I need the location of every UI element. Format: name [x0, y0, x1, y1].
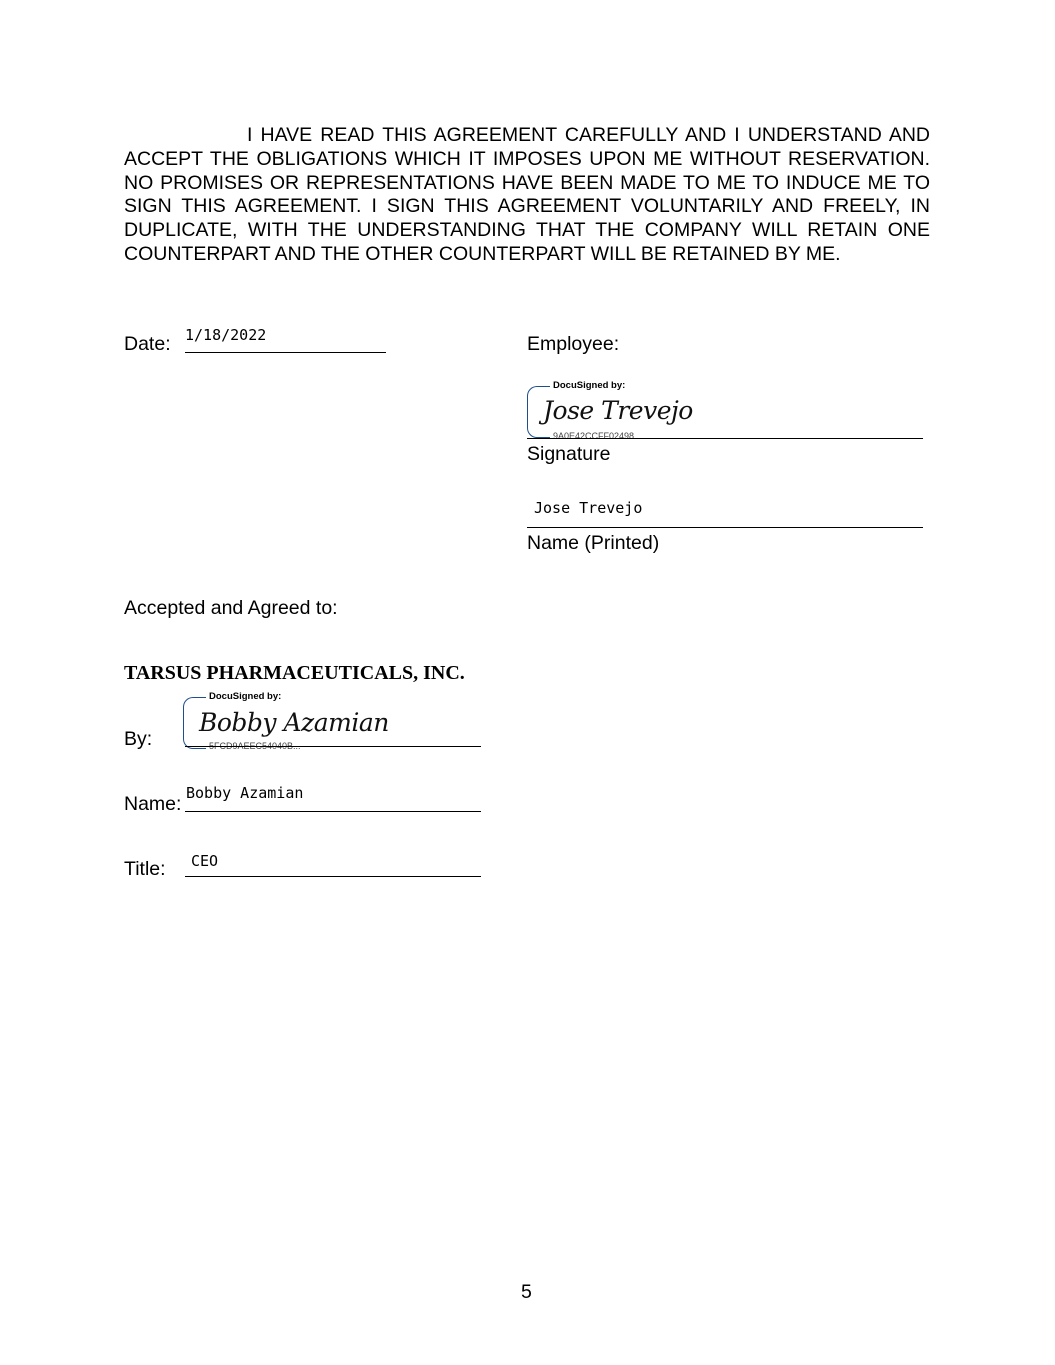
employee-signature: Jose Trevejo: [543, 396, 693, 425]
company-signature: Bobby Azamian: [199, 708, 389, 737]
title-label: Title:: [124, 858, 166, 880]
by-line: [185, 746, 481, 747]
employee-label: Employee:: [527, 333, 620, 355]
acknowledgement-paragraph: [124, 124, 930, 267]
acknowledgement-text: I HAVE READ THIS AGREEMENT CAREFULLY AND I UNDERSTAND AND ACCEPT THE OBLIGATIONS WHICH IT IMPOSES UPON ME WITHOUT RESERVATION. NO PROMISES OR REPRESENTATIONS HAVE BEEN MADE TO ME TO INDUCE ME TO SIGN THIS AGREEMENT. I SIGN THIS AGREEMENT VOLUNTARILY AND FREELY, IN DUPLICATE, WITH THE UNDERSTANDING THAT THE COMPANY WILL RETAIN ONE COUNTERPART AND THE OTHER COUNTERPART WILL BE RETAINED BY ME.: [124, 124, 930, 265]
employee-docusign-block: [527, 380, 927, 446]
signature-line: [527, 438, 923, 439]
company-docusign-block: [183, 691, 483, 757]
title-value: CEO: [191, 852, 219, 870]
name-value: Bobby Azamian: [186, 784, 304, 802]
employee-docusign-header: DocuSigned by:: [553, 380, 626, 391]
company-docusign-header: DocuSigned by:: [209, 691, 282, 702]
printed-name-line: [527, 527, 923, 528]
signature-caption: Signature: [527, 443, 611, 465]
accepted-label: Accepted and Agreed to:: [124, 597, 338, 619]
date-label: Date:: [124, 333, 171, 355]
by-label: By:: [124, 728, 153, 750]
title-line: [185, 876, 481, 877]
employee-printed-name: Jose Trevejo: [534, 499, 643, 517]
name-label: Name:: [124, 793, 182, 815]
date-value: 1/18/2022: [185, 326, 267, 344]
printed-name-caption: Name (Printed): [527, 532, 660, 554]
company-envelope-id: 5FCD9AEEC54040B...: [209, 741, 301, 751]
date-line: [185, 352, 386, 353]
name-line: [185, 811, 481, 812]
company-name: TARSUS PHARMACEUTICALS, INC.: [124, 662, 465, 684]
page-number: 5: [521, 1281, 532, 1303]
employee-envelope-id: 9A0E42CCFF02498...: [553, 431, 642, 441]
